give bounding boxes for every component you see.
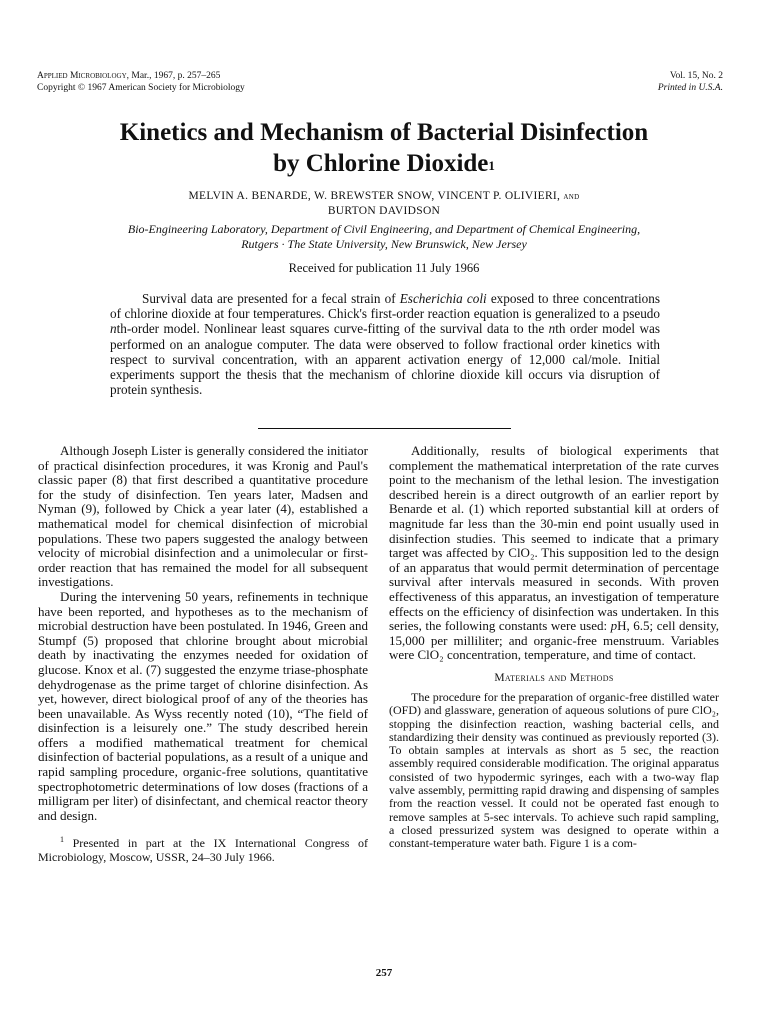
intro-paragraph-2: During the intervening 50 years, refinements in technique have been reported, and hypotheses as to the mechanism of microbial destruction have been postulated. In 1946, Green and Stumpf (5) proposed that chlorine brought about microbial death by inactivating the enzymes needed for oxidation of glucose. Knox et al. (7) suggested the enzyme triase-phosphate dehydrogenase as the prime target of chlorine disinfection. As yet, however, direct biological proof of any of the theories has been unavailable. As Wyss recently noted (10), “The field of disinfection is a leisurely one.” The study described herein offers a modified mathematical treatment for chemical disinfection of bacterial populations, as a result of a unique and rapid sampling procedure, organic-free solutions, quantitative spectrophotometric determinations of low doses (fractions of a milligram per liter) of disinfectant, and chemical reactor theory and design. bbox=[38, 588, 368, 823]
journal-issue: , Mar., 1967, p. 257–265 bbox=[126, 71, 221, 81]
left-column bbox=[38, 444, 368, 864]
journal-citation bbox=[37, 70, 245, 94]
title-footnote-mark: 1 bbox=[488, 158, 495, 173]
page-number: 257 bbox=[375, 967, 393, 979]
abstract-species: Escherichia coli bbox=[399, 291, 487, 306]
affiliation-line-1: Bio-Engineering Laboratory, Department of Civil Engineering, and Department of Chemical Engineering, bbox=[127, 222, 641, 236]
intro-paragraph-3 bbox=[389, 444, 719, 663]
methods-paragraph-1: The procedure for the preparation of organic-free distilled water (OFD) and glassware, generation of aqueous solutions of pure ClO₂, stopping the disinfection reaction, washing bacterial cells, and standardizing their density was continued as previously reported (3). To obtain samples at intervals as short as 5 sec, the reaction assembly required considerable modification. The original apparatus consisted of two hypodermic syringes, each with a two-way flap valve assembly, permitting rapid drawing and dispensing of samples from the reaction vessel. It could not be operated fast enough to remove samples at 5-sec intervals. To achieve such rapid sampling, a closed pressurized system was designed to operate within a constant-temperature water bath. Figure 1 is a com- bbox=[389, 689, 719, 851]
abstract-n: n bbox=[110, 321, 117, 337]
abstract-text: th-order model. Nonlinear least squares curve-fitting of the survival data to the bbox=[116, 321, 549, 337]
title-line-2: by Chlorine Dioxide bbox=[273, 150, 489, 177]
copyright-line: Copyright © 1967 American Society for Microbiology bbox=[37, 83, 245, 93]
right-column bbox=[389, 444, 719, 850]
paragraph-text: H, 6.5; cell density, 15,000 per milliliter; and organic-free menstruum. Variables were ClO₂ concentration, temperature, and time of contact. bbox=[389, 618, 719, 663]
abstract-divider bbox=[258, 428, 511, 429]
journal-name: Applied Microbiology bbox=[37, 71, 127, 81]
title-line-1: Kinetics and Mechanism of Bacterial Disinfection bbox=[119, 119, 649, 146]
footnote-text: Presented in part at the IX International Congress of Microbiology, Moscow, USSR, 24–30 July 1966. bbox=[38, 836, 368, 864]
abstract-n: n bbox=[548, 321, 556, 337]
abstract bbox=[110, 291, 660, 397]
affiliation-line-2: Rutgers · The State University, New Brunswick, New Jersey bbox=[241, 237, 527, 251]
footnote-mark: 1 bbox=[60, 835, 64, 845]
authors-line-2: BURTON DAVIDSON bbox=[327, 205, 441, 217]
abstract-text: Survival data are presented for a fecal strain of bbox=[142, 291, 400, 306]
footnote bbox=[38, 833, 368, 864]
article-title bbox=[40, 117, 728, 179]
affiliation bbox=[40, 222, 728, 252]
ph-italic: p bbox=[610, 618, 618, 634]
authors-line-1: MELVIN A. BENARDE, W. BREWSTER SNOW, VINCENT P. OLIVIERI, bbox=[188, 190, 561, 202]
author-list bbox=[60, 189, 708, 218]
printed-in: Printed in U.S.A. bbox=[657, 83, 723, 93]
authors-and: and bbox=[563, 191, 580, 202]
abstract-text: th order model was performed on an analogue computer. The data were observed to follow fractional order kinetics with respect to survival concentration, with an apparent activation energy of 12,000 cal/mole. Initial experiments support the thesis that the mechanism of chlorine dioxide kill occurs via disruption of protein synthesis. bbox=[110, 321, 660, 398]
section-heading: Materials and Methods bbox=[494, 671, 614, 684]
paragraph-text: Additionally, results of biological experiments that complement the mathematical interpretation of the rate curves point to the mechanism of the lethal lesion. The investigation described herein is a direct outgrowth of an earlier report by Benarde et al. (1) which reported substantial kill at orders of magnitude far less than the 30-min end point usually used in disinfection studies. This seemed to indicate that a primary target was affected by ClO₂. This supposition led to the design of an apparatus that would permit determination of percentage survival after intervals measured in seconds. With proven effectiveness of this apparatus, an investigation of temperature effects on the efficiency of disinfection was undertaken. In this series, the following constants were used: bbox=[389, 443, 719, 634]
received-date: Received for publication 11 July 1966 bbox=[288, 261, 480, 275]
intro-paragraph-1: Although Joseph Lister is generally considered the initiator of practical disinfection procedures, it was Kronig and Paul's classic paper (8) that first described a quantitative procedure for the study of disinfection. Ten years later, Madsen and Nyman (9), followed by Chick a year later (4), established a mathematical model for chemical disinfection of microbial populations. These two papers suggested the analogy between velocity of microbial disinfection and a unimolecular or first-order reaction that has remained the model for all subsequent investigations. bbox=[38, 443, 368, 590]
volume-number: Vol. 15, No. 2 bbox=[669, 71, 723, 81]
abstract-text: exposed to three concentrations of chlorine dioxide at four temperatures. Chick's first-order reaction equation is generalized to a pseudo bbox=[110, 291, 660, 322]
volume-info bbox=[658, 70, 723, 94]
